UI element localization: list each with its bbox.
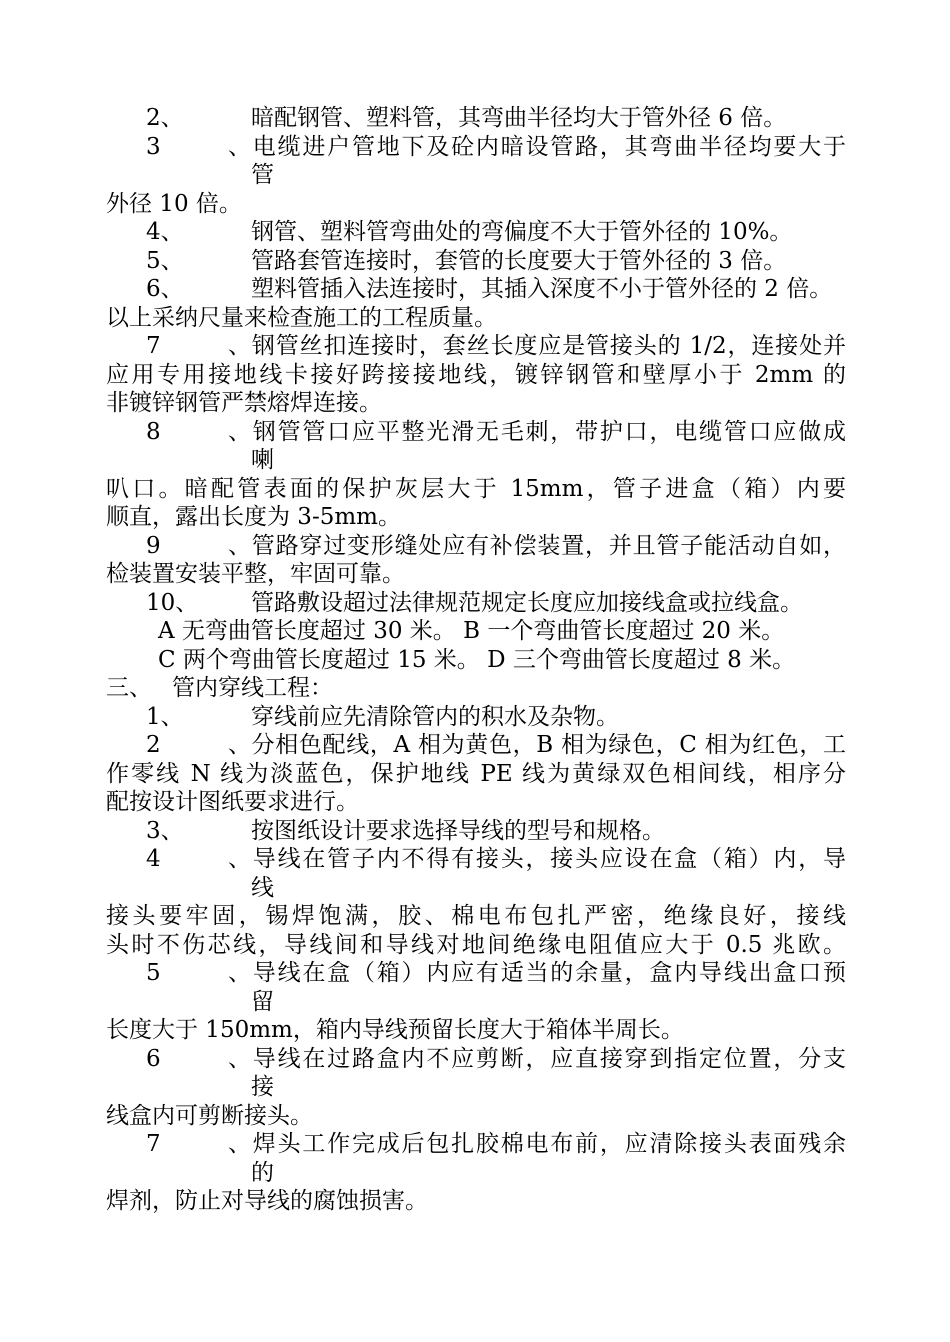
item-number: 6、 <box>146 1045 251 1072</box>
item-number: 1、 <box>146 703 184 730</box>
list-item <box>106 731 846 760</box>
item-number: 10、 <box>146 589 199 616</box>
item-number: 3、 <box>146 817 184 844</box>
wrap-line: 管 <box>251 162 274 188</box>
item-number: 9、 <box>146 532 251 559</box>
item-number: 4、 <box>146 846 251 872</box>
sub-item: A 无弯曲管长度超过 30 米。 B 一个弯曲管长度超过 20 米。 <box>158 618 785 644</box>
item-text: 管路穿过变形缝处应有补偿装置，并且管子能活动自如， <box>251 532 846 559</box>
wrap-line: 留 <box>251 988 274 1015</box>
text-line: 长度大于 150mm，箱内导线预留长度大于箱体半周长。 <box>106 1017 684 1043</box>
item-number: 4、 <box>146 219 184 245</box>
text-line: 线盒内可剪断接头。 <box>106 1102 313 1129</box>
list-item <box>106 959 846 988</box>
section-number: 三、 <box>106 675 152 701</box>
item-text: 电缆进户管地下及砼内暗设管路，其弯曲半径均要大于 <box>251 133 846 160</box>
item-text: 塑料管插入法连接时，其插入深度不小于管外径的 2 倍。 <box>251 276 833 302</box>
item-text: 导线在管子内不得有接头，接头应设在盒（箱）内，导 <box>251 846 846 872</box>
item-text: 钢管管口应平整光滑无毛刺，带护口，电缆管口应做成 <box>251 418 846 445</box>
text-line: 叭口。暗配管表面的保护灰层大于 15mm，管子进盒（箱）内要 <box>106 475 846 502</box>
item-number: 7、 <box>146 333 251 359</box>
text-line: 配按设计图纸要求进行。 <box>106 789 359 815</box>
item-text: 管路套管连接时，套管的长度要大于管外径的 3 倍。 <box>251 247 787 274</box>
wrap-line: 接 <box>251 1074 274 1100</box>
list-item <box>106 817 846 846</box>
text-line: 接头要牢固，锡焊饱满，胶、棉电布包扎严密，绝缘良好，接线 <box>106 903 846 929</box>
item-number: 2、 <box>146 732 251 758</box>
text-line: 非镀锌钢管严禁熔焊连接。 <box>106 390 382 416</box>
item-text: 导线在过路盒内不应剪断，应直接穿到指定位置，分支 <box>251 1045 846 1072</box>
list-item <box>106 332 846 361</box>
item-text: 穿线前应先清除管内的积水及杂物。 <box>251 703 619 730</box>
item-number: 6、 <box>146 276 184 302</box>
item-number: 5、 <box>146 247 184 274</box>
item-number: 8、 <box>146 418 251 445</box>
list-item <box>106 275 846 304</box>
sub-item: C 两个弯曲管长度超过 15 米。 D 三个弯曲管长度超过 8 米。 <box>158 646 796 673</box>
item-number: 2、 <box>146 105 184 131</box>
wrap-line: 的 <box>251 1159 274 1186</box>
text-line: 外径 10 倍。 <box>106 190 242 217</box>
text-line: 检装置安装平整，牢固可靠。 <box>106 561 405 587</box>
list-item <box>106 589 846 618</box>
section-title: 管内穿线工程： <box>172 675 333 701</box>
list-item <box>106 1045 846 1074</box>
list-item <box>106 133 846 162</box>
item-text: 钢管丝扣连接时，套丝长度应是管接头的 1/2，连接处并 <box>251 333 846 359</box>
item-number: 3、 <box>146 133 251 160</box>
wrap-line: 线 <box>251 874 274 901</box>
item-text: 导线在盒（箱）内应有适当的余量，盒内导线出盒口预 <box>251 960 846 986</box>
text-line: 焊剂，防止对导线的腐蚀损害。 <box>106 1188 428 1214</box>
section-heading <box>106 674 846 703</box>
text-line: 头时不伤芯线，导线间和导线对地间绝缘电阻值应大于 0.5 兆欧。 <box>106 931 846 958</box>
item-number: 5、 <box>146 960 251 986</box>
text-line: 应用专用接地线卡接好跨接接地线，镀锌钢管和壁厚小于 2mm 的 <box>106 361 846 388</box>
list-item <box>106 1130 846 1159</box>
document-body <box>106 104 846 1216</box>
item-text: 焊头工作完成后包扎胶棉电布前，应清除接头表面残余 <box>251 1131 846 1157</box>
item-text: 分相色配线，A 相为黄色，B 相为绿色，C 相为红色，工 <box>251 732 846 758</box>
list-item <box>106 703 846 732</box>
list-item <box>106 418 846 447</box>
item-text: 管路敷设超过法律规范规定长度应加接线盒或拉线盒。 <box>251 589 803 616</box>
list-item <box>106 247 846 276</box>
text-line: 作零线 N 线为淡蓝色，保护地线 PE 线为黄绿双色相间线，相序分 <box>106 760 846 787</box>
text-line: 以上采纳尺量来检查施工的工程质量。 <box>106 304 497 331</box>
item-text: 按图纸设计要求选择导线的型号和规格。 <box>251 817 665 844</box>
list-item <box>106 845 846 874</box>
list-item <box>106 532 846 561</box>
item-text: 钢管、塑料管弯曲处的弯偏度不大于管外径的 10%。 <box>251 219 793 245</box>
list-item <box>106 218 846 247</box>
list-item <box>106 104 846 133</box>
item-text: 暗配钢管、塑料管，其弯曲半径均大于管外径 6 倍。 <box>251 105 787 131</box>
text-line: 顺直，露出长度为 3-5mm。 <box>106 504 401 530</box>
wrap-line: 喇 <box>251 447 274 473</box>
item-number: 7、 <box>146 1131 251 1157</box>
